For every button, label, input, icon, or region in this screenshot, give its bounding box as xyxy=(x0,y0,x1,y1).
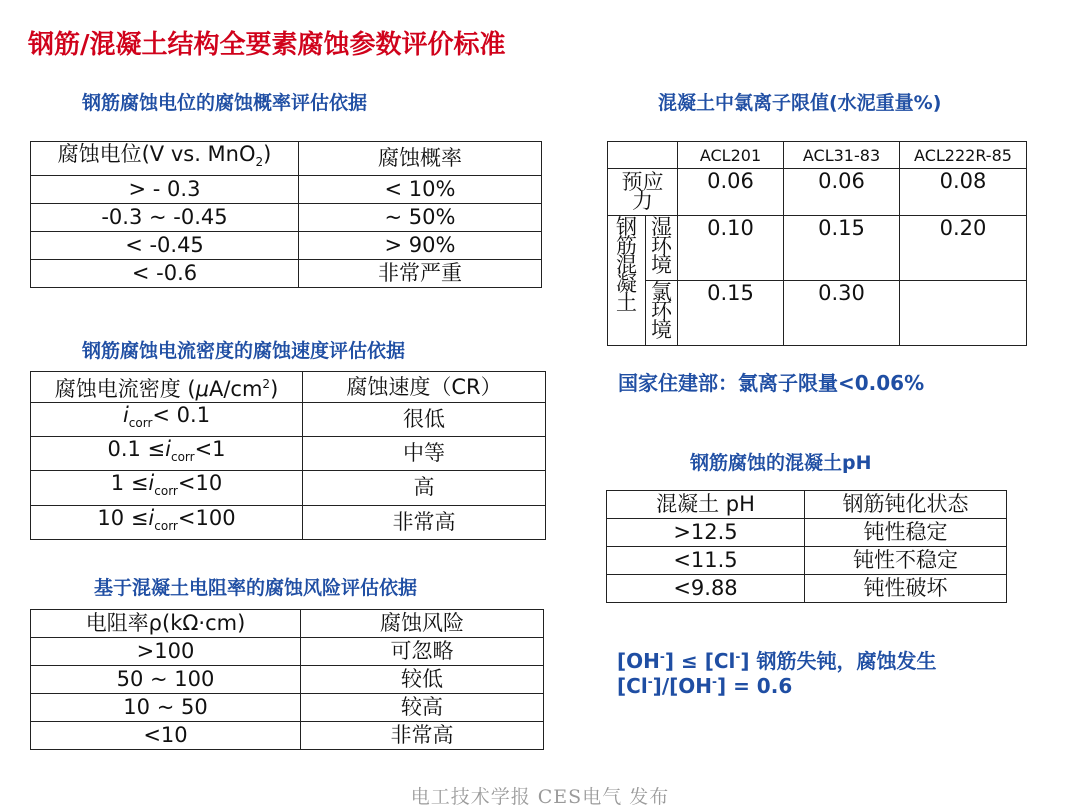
header-cell: 腐蚀速度（CR） xyxy=(303,372,546,403)
table-cell: -0.3 ~ -0.45 xyxy=(31,204,299,232)
table-row xyxy=(607,519,1007,547)
i-symbol: i xyxy=(122,403,129,427)
resistivity-table xyxy=(30,609,544,750)
page-title: 钢筋/混凝土结构全要素腐蚀参数评价标准 xyxy=(28,30,506,60)
cell-text: 1 ≤ xyxy=(110,471,149,496)
table-row xyxy=(31,666,544,694)
cell-text: < 0.1 xyxy=(152,403,211,427)
formula-sup: - xyxy=(712,674,717,689)
cell-text: <100 xyxy=(177,505,236,530)
table-cell xyxy=(31,403,303,437)
formula-sup: - xyxy=(647,674,653,689)
chloride-table xyxy=(607,141,1027,346)
table-row xyxy=(31,437,546,471)
table-cell: 较低 xyxy=(301,666,544,694)
table-cell: 高 xyxy=(303,471,546,505)
table-cell: 50 ~ 100 xyxy=(31,666,301,694)
cl-label: 氯环境 xyxy=(646,281,678,346)
table-cell: 0.15 xyxy=(784,216,900,281)
table-row xyxy=(31,176,542,204)
table-cell: > 90% xyxy=(299,232,542,260)
header-text: 腐蚀电流密度 ( xyxy=(54,377,196,401)
header-cell xyxy=(31,372,303,403)
table-cell: < 10% xyxy=(299,176,542,204)
table-row xyxy=(608,169,1027,216)
table-cell: 钝性不稳定 xyxy=(805,547,1007,575)
table-header-row xyxy=(31,372,546,403)
i-symbol: i xyxy=(148,505,155,530)
table-cell xyxy=(31,437,303,471)
table-header-row xyxy=(31,610,544,638)
corr-sub: corr xyxy=(154,484,178,499)
corr-sub: corr xyxy=(128,416,153,431)
formula-text: ] = 0.6 xyxy=(716,674,793,698)
table-cell: 非常高 xyxy=(303,505,546,539)
table-cell: ~ 50% xyxy=(299,204,542,232)
table-cell: 0.10 xyxy=(678,216,784,281)
table-cell: > - 0.3 xyxy=(31,176,299,204)
table-row xyxy=(31,471,546,505)
i-symbol: i xyxy=(165,437,171,462)
table-row xyxy=(31,722,544,750)
table-row xyxy=(31,694,544,722)
table-row xyxy=(31,638,544,666)
table-cell: 0.15 xyxy=(678,281,784,346)
ph-table xyxy=(606,490,1007,603)
formula-text: ]/[OH xyxy=(652,674,712,698)
table-header-row xyxy=(608,142,1027,169)
cell-text: <1 xyxy=(194,437,226,462)
table-cell: 非常严重 xyxy=(299,260,542,288)
header-text: 腐蚀电位(V vs. MnO xyxy=(57,142,256,166)
table-cell: 很低 xyxy=(303,403,546,437)
formula-line-2 xyxy=(617,674,792,698)
table-cell: 中等 xyxy=(303,437,546,471)
formula-text: ] ≤ [Cl xyxy=(664,649,736,673)
formula-text: [Cl xyxy=(617,674,648,698)
current-heading: 钢筋腐蚀电流密度的腐蚀速度评估依据 xyxy=(82,340,406,362)
header-text-end: ) xyxy=(263,142,272,166)
table-row xyxy=(31,505,546,539)
formula-sup: - xyxy=(735,649,741,664)
table-row xyxy=(608,281,1027,346)
table-cell: <10 xyxy=(31,722,301,750)
table-cell: 0.08 xyxy=(900,169,1027,216)
table-row xyxy=(31,403,546,437)
table-cell: 钝性破坏 xyxy=(805,575,1007,603)
table-row xyxy=(31,232,542,260)
table-cell xyxy=(31,505,303,539)
chloride-heading: 混凝土中氯离子限值(水泥重量%) xyxy=(658,92,942,114)
table-cell xyxy=(31,471,303,505)
formula-text: [OH xyxy=(617,649,660,673)
table-row xyxy=(608,216,1027,281)
table-cell: < -0.6 xyxy=(31,260,299,288)
corr-sub: corr xyxy=(154,518,178,533)
current-table xyxy=(30,371,546,540)
header-cell xyxy=(31,142,299,176)
header-text: ) xyxy=(270,377,279,401)
mu-symbol: μ xyxy=(195,377,209,401)
footer-watermark: 电工技术学报 CES电气 发布 xyxy=(410,786,670,808)
table-cell: >12.5 xyxy=(607,519,805,547)
header-sup: 2 xyxy=(262,377,271,391)
resistivity-heading: 基于混凝土电阻率的腐蚀风险评估依据 xyxy=(94,577,418,599)
table-cell: 较高 xyxy=(301,694,544,722)
header-cell: 电阻率ρ(kΩ·cm) xyxy=(31,610,301,638)
table-row xyxy=(607,575,1007,603)
formula-line-1 xyxy=(617,645,936,674)
table-cell: 0.20 xyxy=(900,216,1027,281)
blank-cell xyxy=(608,142,678,169)
table-cell: >100 xyxy=(31,638,301,666)
table-cell: 0.06 xyxy=(678,169,784,216)
corr-sub: corr xyxy=(170,450,195,465)
table-cell: 0.06 xyxy=(784,169,900,216)
header-cell: 腐蚀概率 xyxy=(299,142,542,176)
prestressed-label: 预应力 xyxy=(608,169,678,216)
table-cell: 可忽略 xyxy=(301,638,544,666)
table-cell: < -0.45 xyxy=(31,232,299,260)
ph-heading: 钢筋腐蚀的混凝土pH xyxy=(690,452,872,474)
table-cell xyxy=(900,281,1027,346)
potential-heading: 钢筋腐蚀电位的腐蚀概率评估依据 xyxy=(82,92,368,114)
header-cell: 混凝土 pH xyxy=(607,491,805,519)
table-cell: 钝性稳定 xyxy=(805,519,1007,547)
table-row xyxy=(31,204,542,232)
table-cell: 0.30 xyxy=(784,281,900,346)
table-cell: <9.88 xyxy=(607,575,805,603)
i-symbol: i xyxy=(148,471,155,496)
table-cell: 10 ~ 50 xyxy=(31,694,301,722)
cell-text: 10 ≤ xyxy=(97,505,149,530)
rc-label: 钢筋混凝土 xyxy=(608,216,646,346)
table-row xyxy=(607,547,1007,575)
header-cell: 钢筋钝化状态 xyxy=(805,491,1007,519)
formula-text: ] 钢筋失钝，腐蚀发生 xyxy=(740,649,937,673)
potential-table xyxy=(30,141,542,288)
header-sub: 2 xyxy=(255,155,264,170)
header-cell: 腐蚀风险 xyxy=(301,610,544,638)
header-cell: ACL31-83 xyxy=(784,142,900,169)
table-cell: <11.5 xyxy=(607,547,805,575)
header-cell: ACL201 xyxy=(678,142,784,169)
formula-sup: - xyxy=(659,649,665,664)
cell-text: 0.1 ≤ xyxy=(107,437,166,462)
wet-label: 湿环境 xyxy=(646,216,678,281)
table-header-row xyxy=(31,142,542,176)
table-cell: 非常高 xyxy=(301,722,544,750)
header-cell: ACL222R-85 xyxy=(900,142,1027,169)
header-text: A/cm xyxy=(208,377,263,401)
table-row xyxy=(31,260,542,288)
table-header-row xyxy=(607,491,1007,519)
national-limit-note: 国家住建部：氯离子限量<0.06% xyxy=(618,371,925,395)
cell-text: <10 xyxy=(177,471,223,496)
